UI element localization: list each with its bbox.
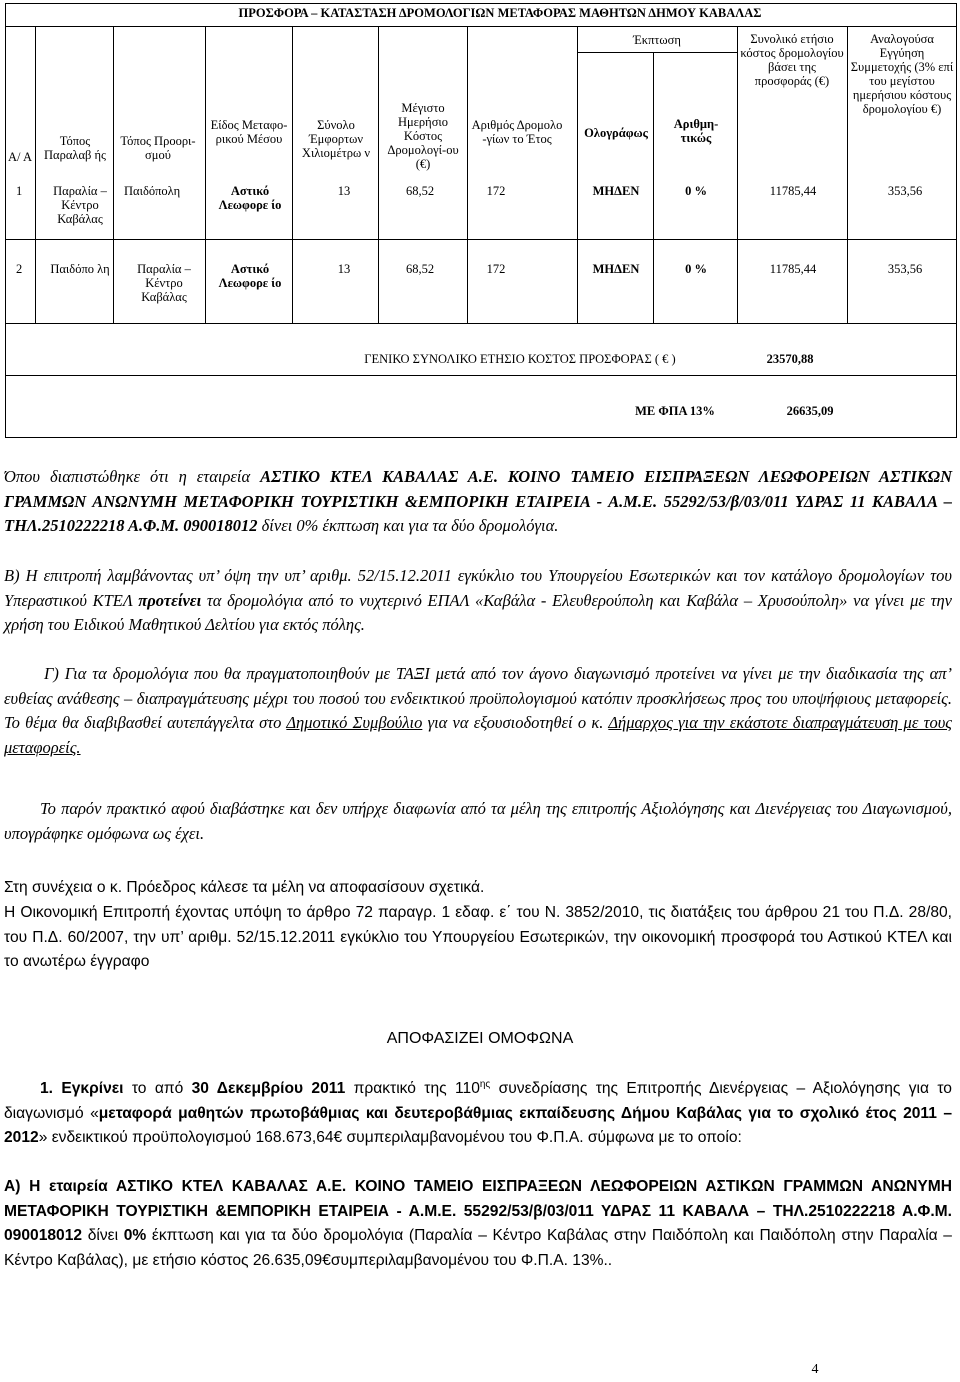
d1-text-2: συνεδρίασης της Επιτροπής Διενέργειας – Αξιολόγησης για το διαγωνισμό « <box>4 1080 952 1122</box>
cell-destination: Παραλία – Κέντρο Καβάλας <box>137 262 191 304</box>
paragraph-b <box>4 564 952 638</box>
header-loaded-km: Σύνολο Έμφορτων Χιλιομέτρω ν <box>301 118 371 160</box>
cell-discount-words: ΜΗΔΕΝ <box>592 184 640 198</box>
cell-discount-digits: 0 % <box>685 262 707 276</box>
p2-text: Β) Η επιτροπή λαμβάνοντας υπ’ όψη την υπ’ αριθμ. 52/15.12.2011 εγκύκλιο του Υπουργείου Εσωτερικών και τον κατάλογο δρομολογίων του Υπεραστικού ΚΤΕΛ <box>4 566 952 610</box>
header-discount-words: Ολογράφως <box>584 126 648 140</box>
p1-text: Όπου διαπιστώθηκε ότι η εταιρεία <box>4 467 261 486</box>
paragraph-committee <box>4 901 952 975</box>
vat-label: ΜΕ ΦΠΑ 13% <box>635 404 715 418</box>
header-guarantee: Αναλογούσα Εγγύηση Συμμετοχής (3% επί του μεγίστου ημερήσιου κόστους δρομολογίου €) <box>850 32 954 116</box>
cell-pickup: Παιδόπο λη <box>50 262 110 276</box>
decision-1 <box>4 1077 952 1151</box>
cell-km: 13 <box>337 262 351 276</box>
p6-text: Η Οικονομική Επιτροπή έχοντας υπόψη το άρθρο 72 παραγρ. 1 εδαφ. ε΄ του Ν. 3852/2010, τις διατάξεις του άρθρου 21 του Π.Δ. 28/80, του Π.Δ. 60/2007, την υπ’ αριθμ. 52/15.12.2011 εγκύκλιο του Υπουργείου Εσωτερικών, την οικονομική προσφορά του Αστικού ΚΤΕΛ και το ανωτέρω έγγραφο <box>4 904 952 970</box>
header-pickup-place: Τόπος Παραλαβ ής <box>44 134 106 162</box>
cell-pickup: Παραλία – Κέντρο Καβάλας <box>53 184 107 226</box>
d1-ordinal: ης <box>479 1078 491 1090</box>
header-annual-cost: Συνολικό ετήσιο κόστος δρομολογίου βάσει της προσφοράς (€) <box>740 32 844 88</box>
header-aa: Α/ Α <box>8 150 32 164</box>
cell-cost: 68,52 <box>405 184 435 198</box>
p1-company: ΑΣΤΙΚΟ ΚΤΕΛ ΚΑΒΑΛΑΣ Α.Ε. ΚΟΙΝΟ ΤΑΜΕΙΟ ΕΙΣΠΡΑΞΕΩΝ ΛΕΩΦΟΡΕΙΩΝ ΑΣΤΙΚΩΝ ΓΡΑΜΜΩΝ ΑΝΩΝΥΜΗ ΜΕΤΑΦΟΡΙΚΗ ΤΟΥΡΙΣΤΙΚΗ &ΕΜΠΟΡΙΚΗ ΕΤΑΙΡΕΙΑ - Α.Μ.Ε. 55292/53/β/03/011 ΥΔΡΑΣ 11 ΚΑΒΑΛΑ – ΤΗΛ.2510222218 Α.Φ.Μ. 090018012 <box>4 467 952 535</box>
p3-council: Δημοτικό Συμβούλιο <box>286 713 423 732</box>
cell-aa: 2 <box>16 262 23 276</box>
d1-date: 30 Δεκεμβρίου 2011 <box>191 1080 346 1097</box>
paragraph-c <box>4 662 952 760</box>
d2-text: δίνει <box>82 1227 124 1244</box>
header-routes-per-year: Αριθμός Δρομολο -γίων το Έτος <box>471 118 563 146</box>
d1-text: το από <box>123 1080 192 1097</box>
cell-annual-cost: 11785,44 <box>769 262 817 276</box>
cell-destination: Παιδόπολη <box>124 184 181 198</box>
cell-cost: 68,52 <box>405 262 435 276</box>
cell-discount-words: ΜΗΔΕΝ <box>592 262 640 276</box>
header-discount: Έκπτωση <box>633 33 681 47</box>
cell-vehicle: Αστικό Λεωφορε ίο <box>218 262 282 290</box>
header-destination: Τόπος Προορι-σμού <box>120 134 196 162</box>
d1-minutes: πρακτικό της 110 <box>345 1080 480 1097</box>
p3-mayor: Δήμαρχος για την εκάστοτε διαπραγμάτευση με τους μεταφορείς. <box>4 713 952 757</box>
cell-routes: 172 <box>486 262 506 276</box>
paragraph-findings <box>4 465 952 539</box>
paragraph-signed <box>4 797 952 846</box>
decision-a <box>4 1175 952 1273</box>
header-discount-digits: Αριθμη-τικώς <box>673 117 719 145</box>
cell-vehicle: Αστικό Λεωφορε ίο <box>218 184 282 212</box>
total-value: 23570,88 <box>766 352 814 366</box>
p2-proposes: προτείνει <box>138 590 202 610</box>
paragraph-president <box>4 876 952 901</box>
cell-discount-digits: 0 % <box>685 184 707 198</box>
total-label: ΓΕΝΙΚΟ ΣΥΝΟΛΙΚΟ ΕΤΗΣΙΟ ΚΟΣΤΟΣ ΠΡΟΣΦΟΡΑΣ ( € ) <box>364 352 676 366</box>
vat-value: 26635,09 <box>786 404 834 418</box>
p2-text-end: τα δρομολόγια από το νυχτερινό ΕΠΑΛ «Καβάλα - Ελευθερούπολη και Καβάλα – Χρυσούπολη» να γίνει με την χρήση του Ειδικού Μαθητικού Δελτίου για εκτός πόλης. <box>4 590 953 634</box>
cell-km: 13 <box>337 184 351 198</box>
p5-text: Στη συνέχεια ο κ. Πρόεδρος κάλεσε τα μέλη να αποφασίσουν σχετικά. <box>4 879 485 896</box>
d2-company: ΑΣΤΙΚΟ ΚΤΕΛ ΚΑΒΑΛΑΣ Α.Ε. ΚΟΙΝΟ ΤΑΜΕΙΟ ΕΙΣΠΡΑΞΕΩΝ ΛΕΩΦΟΡΕΙΩΝ ΑΣΤΙΚΩΝ ΓΡΑΜΜΩΝ ΑΝΩΝΥΜΗ ΜΕΤΑΦΟΡΙΚΗ ΤΟΥΡΙΣΤΙΚΗ &ΕΜΠΟΡΙΚΗ ΕΤΑΙΡΕΙΑ - Α.Μ.Ε. 55292/53/β/03/011 ΥΔΡΑΣ 11 ΚΑΒΑΛΑ – ΤΗΛ.2510222218 Α.Φ.Μ. 090018012 <box>4 1178 952 1244</box>
cell-guarantee: 353,56 <box>887 184 923 198</box>
d2-label: Α) Η εταιρεία <box>4 1178 116 1195</box>
d1-approves: 1. Εγκρίνει <box>40 1080 124 1097</box>
d2-text-end: έκπτωση και για τα δύο δρομολόγια (Παραλία – Κέντρο Καβάλας στην Παιδόπολη και Παιδόπολη στην Παραλία – Κέντρο Καβάλας), με ετήσιο κόστος 26.635,09€συμπεριλαμβανομένου του Φ.Π.Α. 13%.. <box>4 1227 952 1269</box>
d1-subject: μεταφορά μαθητών πρωτοβάθμιας και δευτεροβάθμιας εκπαίδευσης Δήμου Καβάλας για το σχολικό έτος 2011 – 2012 <box>4 1104 952 1146</box>
cell-aa: 1 <box>16 184 23 198</box>
table-title: ΠΡΟΣΦΟΡΑ – ΚΑΤΑΣΤΑΣΗ ΔΡΟΜΟΛΟΓΙΩΝ ΜΕΤΑΦΟΡΑΣ ΜΑΘΗΤΩΝ ΔΗΜΟΥ ΚΑΒΑΛΑΣ <box>238 6 762 20</box>
d2-discount: 0% <box>123 1227 147 1244</box>
header-max-daily-cost: Μέγιστο Ημερήσιο Κόστος Δρομολογί-ου (€) <box>387 101 459 171</box>
cell-annual-cost: 11785,44 <box>769 184 817 198</box>
d1-text-3: » ενδεικτικού προϋπολογισμού 168.673,64€ συμπεριλαμβανομένου του Φ.Π.Α. σύμφωνα με το οποίο: <box>38 1129 742 1146</box>
p1-text-end: δίνει 0% έκπτωση και για τα δύο δρομολόγια. <box>257 516 559 535</box>
cell-guarantee: 353,56 <box>887 262 923 276</box>
decision-heading: ΑΠΟΦΑΣΙΖΕΙ ΟΜΟΦΩΝΑ <box>386 1030 574 1047</box>
header-vehicle-type: Είδος Μεταφο-ρικού Μέσου <box>210 118 288 146</box>
p3-text-mid: για να εξουσιοδοτηθεί ο κ. <box>422 713 609 732</box>
cell-routes: 172 <box>486 184 506 198</box>
p4-text: Το παρόν πρακτικό αφού διαβάστηκε και δεν υπήρχε διαφωνία από τα μέλη της επιτροπής Αξιολόγησης και Διενέργειας του Διαγωνισμού, υπογράφηκε ομόφωνα ως έχει. <box>4 799 952 843</box>
p3-text: Γ) Για τα δρομολόγια που θα πραγματοποιηθούν με ΤΑΞΙ μετά από τον άγονο διαγωνισμό προτείνει να γίνει με την διαδικασία της απ’ ευθείας ανάθεσης – διαπραγμάτευσης μέχρι του ποσού του ενδεικτικού προϋπολογισμού κατόπιν προσκλήσεως προς του υποψήφιους μεταφορείς. Το θέμα θα διαβιβασθεί αυτεπάγγελτα στο <box>4 664 952 732</box>
page-number: 4 <box>811 1362 819 1377</box>
